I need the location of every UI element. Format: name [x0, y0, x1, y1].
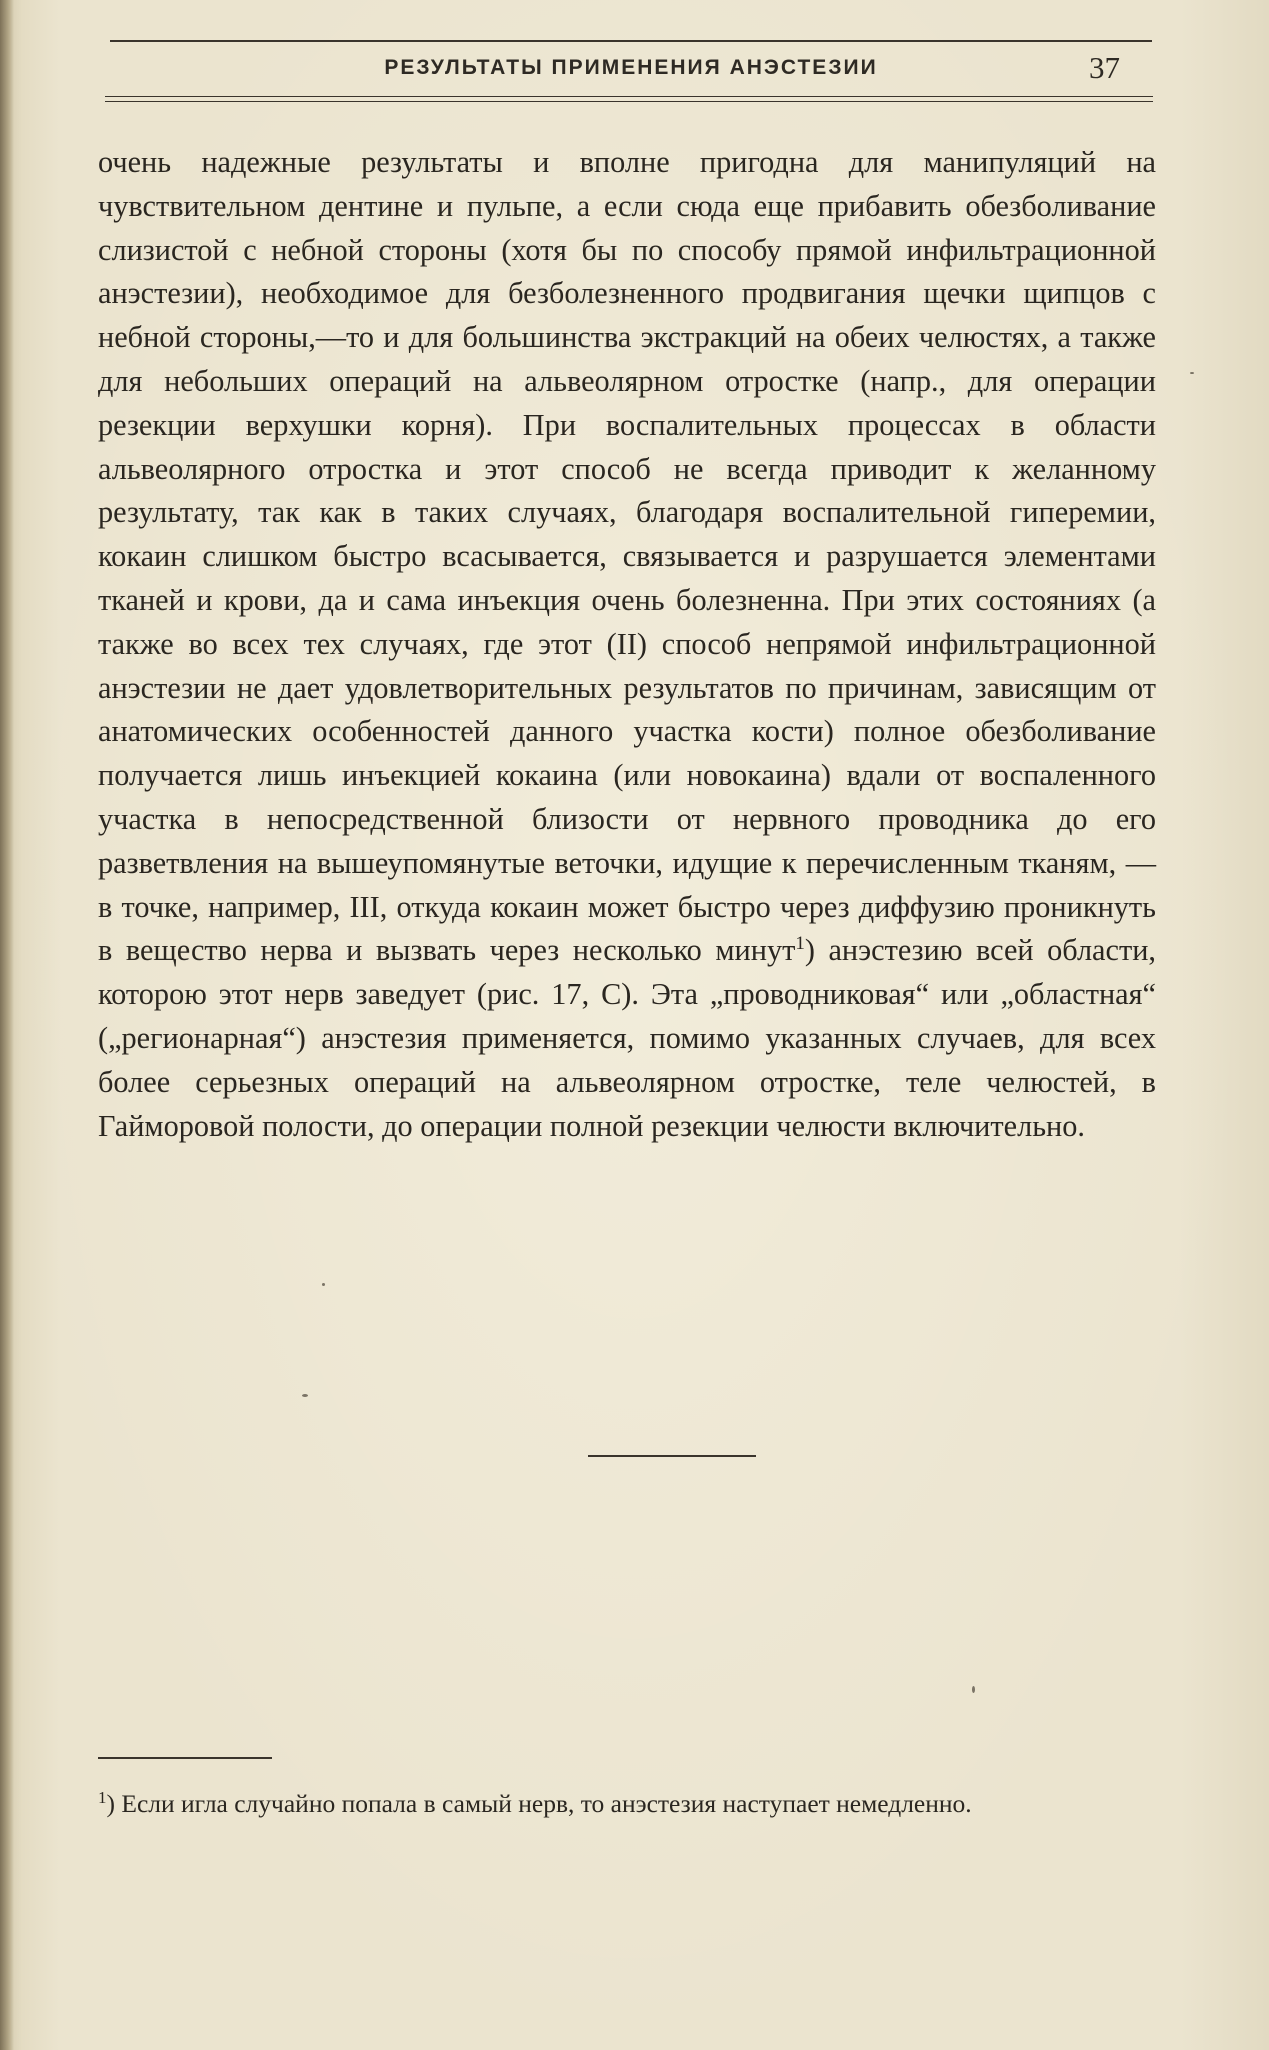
book-spine-shadow [0, 0, 14, 2050]
section-end-rule [588, 1455, 756, 1457]
footnote-separator-rule [98, 1757, 272, 1759]
page-number: 37 [1089, 50, 1120, 85]
body-text-part-2: ) анэстезию всей области, которою этот нерв заведует (рис. 17, С). Эта „проводниковая“ или „областная“ („регионарная“) анэстезия применяется, помимо указанных случаев, для всех более серьезных операций на альвеолярном отростке, теле челюстей, в Гайморовой полости, до операции полной резекции челюсти включительно. [98, 933, 1156, 1143]
running-head [110, 50, 1152, 90]
body-paragraph [98, 141, 1156, 1148]
header-top-rule [110, 40, 1152, 42]
header-double-rule-lower [105, 101, 1153, 102]
paper-speck [972, 1686, 975, 1693]
footnote-marker: 1 [98, 1788, 107, 1807]
paper-speck [302, 1394, 308, 1397]
paper-speck [1190, 372, 1194, 374]
paper-speck [322, 1283, 325, 1286]
running-head-title: РЕЗУЛЬТАТЫ ПРИМЕНЕНИЯ АНЭСТЕЗИИ [384, 56, 878, 79]
body-text-part-1: очень надежные результаты и вполне пригодна для манипуляций на чувствительном дентине и пульпе, а если сюда еще прибавить обезболивание слизистой с небной стороны (хотя бы по способу прямой инфильтрационной анэстезии), необходимое для безболезненного продвигания щечки щипцов с небной стороны,—то и для большинства экстракций на обеих челюстях, а также для небольших операций на альвеолярном отростке (напр., для операции резекции верхушки корня). При воспалительных процессах в области альвеолярного отростка и этот способ не всегда приводит к желанному результату, так как в таких случаях, благодаря воспалительной гиперемии, кокаин слишком быстро всасывается, связывается и разрушается элементами тканей и крови, да и сама инъекция очень болезненна. При этих состояниях (а также во всех тех случаях, где этот (II) способ непрямой инфильтрационной анэстезии не дает удовлетворительных результатов по причинам, зависящим от анатомических особенностей данного участка кости) полное обезболивание получается лишь инъекцией кокаина (или новокаина) вдали от воспаленного участка в непосредственной близости от нервного проводника до его разветвления на вышеупомянутые веточки, идущие к перечисленным тканям, — в точке, например, III, откуда кокаин может быстро через диффузию проникнуть в вещество нерва и вызвать через несколько минут [98, 145, 1156, 968]
footnote-text: ) Если игла случайно попала в самый нерв, то анэстезия наступает немедленно. [106, 1789, 972, 1818]
header-double-rule-upper [105, 96, 1153, 97]
footnote-reference: 1 [795, 933, 805, 955]
footnote [98, 1785, 1156, 1822]
